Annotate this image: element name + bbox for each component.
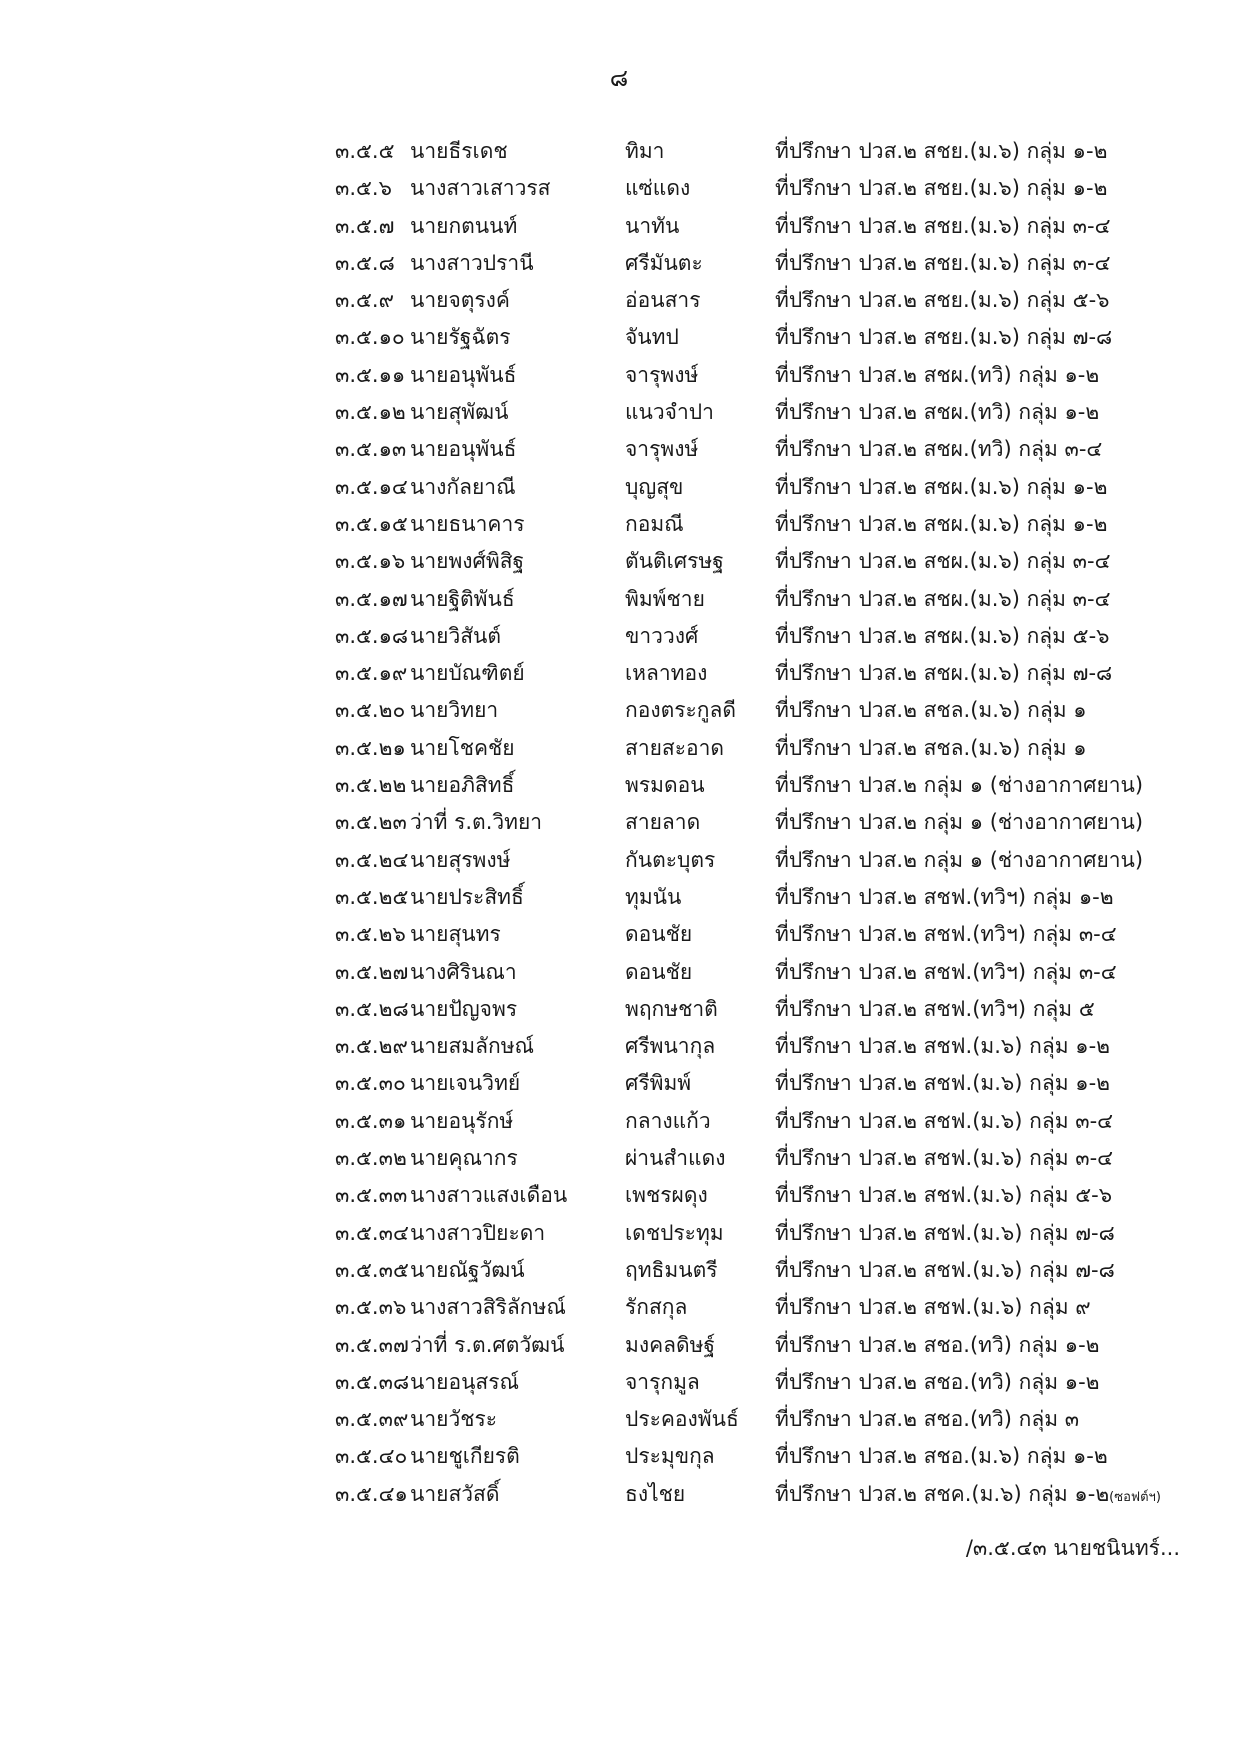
advisor-role: ที่ปรึกษา ปวส.๒ สชฟ.(ม.๖) กลุ่ม ๓-๔ <box>775 1108 1114 1133</box>
item-number: ๓.๕.๒๒ <box>335 773 407 798</box>
item-number: ๓.๕.๑๓ <box>335 437 407 462</box>
person-surname: จารุพงษ์ <box>625 362 699 387</box>
person-name: นายบัณฑิตย์ <box>410 661 525 686</box>
list-item <box>335 394 1215 431</box>
person-surname: สายสะอาด <box>625 735 725 760</box>
advisor-role: ที่ปรึกษา ปวส.๒ สชย.(ม.๖) กลุ่ม ๓-๔ <box>775 213 1111 238</box>
person-surname: แนวจำปา <box>625 400 714 425</box>
advisor-role: ที่ปรึกษา ปวส.๒ สชผ.(ม.๖) กลุ่ม ๓-๔ <box>775 586 1111 611</box>
item-number: ๓.๕.๓๒ <box>335 1146 407 1171</box>
person-name: นายประสิทธิ์ <box>410 884 524 909</box>
item-number: ๓.๕.๑๐ <box>335 325 405 350</box>
person-surname: ประมุขกุล <box>625 1444 715 1469</box>
person-name: นายวัชระ <box>410 1407 498 1432</box>
advisor-role: ที่ปรึกษา ปวส.๒ สชฟ.(ม.๖) กลุ่ม ๙ <box>775 1295 1091 1320</box>
advisor-role: ที่ปรึกษา ปวส.๒ สชอ.(ทวิ) กลุ่ม ๑-๒ <box>775 1332 1100 1357</box>
person-name: นายธนาคาร <box>410 511 525 536</box>
advisor-role: ที่ปรึกษา ปวส.๒ สชย.(ม.๖) กลุ่ม ๗-๘ <box>775 325 1113 350</box>
advisor-role: ที่ปรึกษา ปวส.๒ สชผ.(ม.๖) กลุ่ม ๑-๒ <box>775 474 1108 499</box>
item-number: ๓.๕.๑๘ <box>335 623 409 648</box>
person-name: นายปัญจพร <box>410 996 518 1021</box>
advisor-role: ที่ปรึกษา ปวส.๒ กลุ่ม ๑ (ช่างอากาศยาน) <box>775 810 1144 835</box>
list-item <box>335 1065 1215 1102</box>
person-name: ว่าที่ ร.ต.ศตวัฒน์ <box>410 1332 565 1357</box>
list-item <box>335 357 1215 394</box>
list-item <box>335 170 1215 207</box>
advisor-role: ที่ปรึกษา ปวส.๒ สชย.(ม.๖) กลุ่ม ๓-๔ <box>775 250 1111 275</box>
person-surname: พรมดอน <box>625 773 705 798</box>
advisor-role: ที่ปรึกษา ปวส.๒ สชผ.(ม.๖) กลุ่ม ๓-๔ <box>775 549 1111 574</box>
advisor-role: ที่ปรึกษา ปวส.๒ สชอ.(ม.๖) กลุ่ม ๑-๒ <box>775 1444 1108 1469</box>
list-item <box>335 954 1215 991</box>
item-number: ๓.๕.๒๔ <box>335 847 409 872</box>
person-name: นายสมลักษณ์ <box>410 1034 535 1059</box>
person-name: นายสุรพงษ์ <box>410 847 511 872</box>
person-name: นายสุนทร <box>410 922 501 947</box>
item-number: ๓.๕.๒๕ <box>335 884 409 909</box>
advisor-role: ที่ปรึกษา ปวส.๒ สชฟ.(ม.๖) กลุ่ม ๕-๖ <box>775 1183 1113 1208</box>
advisor-role: ที่ปรึกษา ปวส.๒ สชย.(ม.๖) กลุ่ม ๑-๒ <box>775 176 1108 201</box>
person-surname: กองตระกูลดี <box>625 698 736 723</box>
list-item <box>335 1289 1215 1326</box>
item-number: ๓.๕.๓๓ <box>335 1183 408 1208</box>
list-item <box>335 730 1215 767</box>
item-number: ๓.๕.๓๙ <box>335 1407 409 1432</box>
item-number: ๓.๕.๖ <box>335 176 392 201</box>
item-number: ๓.๕.๑๑ <box>335 362 406 387</box>
person-surname: ประคองพันธ์ <box>625 1407 739 1432</box>
person-name: นายวิทยา <box>410 698 499 723</box>
person-surname: เดชประทุม <box>625 1220 724 1245</box>
person-surname: สายลาด <box>625 810 701 835</box>
item-number: ๓.๕.๔๐ <box>335 1444 408 1469</box>
advisor-list <box>335 133 1215 1513</box>
advisor-role: ที่ปรึกษา ปวส.๒ สชผ.(ม.๖) กลุ่ม ๑-๒ <box>775 511 1108 536</box>
item-number: ๓.๕.๔๑ <box>335 1481 408 1506</box>
person-name: นายพงศ์พิสิฐ <box>410 549 525 574</box>
advisor-role: ที่ปรึกษา ปวส.๒ สชฟ.(ม.๖) กลุ่ม ๗-๘ <box>775 1257 1115 1282</box>
person-surname: พฤกษชาติ <box>625 996 718 1021</box>
person-surname: ผ่านสำแดง <box>625 1146 726 1171</box>
person-surname: จันทป <box>625 325 679 350</box>
list-item <box>335 804 1215 841</box>
person-surname: รักสกุล <box>625 1295 688 1320</box>
list-item <box>335 1215 1215 1252</box>
person-name: นายโชคชัย <box>410 735 515 760</box>
list-item <box>335 1028 1215 1065</box>
advisor-role: ที่ปรึกษา ปวส.๒ สชล.(ม.๖) กลุ่ม ๑ <box>775 698 1087 723</box>
person-name: นายธีรเดช <box>410 139 508 163</box>
item-number: ๓.๕.๑๙ <box>335 661 408 686</box>
advisor-role: ที่ปรึกษา ปวส.๒ สชอ.(ทวิ) กลุ่ม ๓ <box>775 1407 1080 1432</box>
person-surname: เหลาทอง <box>625 661 708 686</box>
item-number: ๓.๕.๑๔ <box>335 474 408 499</box>
list-item <box>335 692 1215 729</box>
list-item <box>335 319 1215 356</box>
page-number: ๘ <box>609 64 629 92</box>
person-surname: ธงไชย <box>625 1481 686 1506</box>
person-surname: ขาววงศ์ <box>625 623 699 648</box>
advisor-role: ที่ปรึกษา ปวส.๒ กลุ่ม ๑ (ช่างอากาศยาน) <box>775 847 1144 872</box>
item-number: ๓.๕.๗ <box>335 213 395 238</box>
item-number: ๓.๕.๒๓ <box>335 810 407 835</box>
person-surname: กอมณี <box>625 511 684 536</box>
person-name: ว่าที่ ร.ต.วิทยา <box>410 810 543 835</box>
item-number: ๓.๕.๒๖ <box>335 922 406 947</box>
list-item <box>335 208 1215 245</box>
item-number: ๓.๕.๒๗ <box>335 959 409 984</box>
person-name: นายณัฐวัฒน์ <box>410 1257 525 1282</box>
item-number: ๓.๕.๓๕ <box>335 1257 409 1282</box>
person-name: นางสาวแสงเดือน <box>410 1183 568 1208</box>
person-name: นายคุณากร <box>410 1146 518 1171</box>
continuation-note: /๓.๕.๔๓ นายชนินทร์... <box>965 1536 1180 1560</box>
list-item <box>335 506 1215 543</box>
list-item <box>335 767 1215 804</box>
advisor-role: ที่ปรึกษา ปวส.๒ สชผ.(ทวิ) กลุ่ม ๑-๒ <box>775 362 1100 387</box>
list-item <box>335 1177 1215 1214</box>
person-surname: เพชรผดุง <box>625 1183 708 1208</box>
person-name: นางสาวสิริลักษณ์ <box>410 1295 566 1320</box>
item-number: ๓.๕.๒๙ <box>335 1034 408 1059</box>
person-surname: แซ่แดง <box>625 176 691 201</box>
role-note: (ซอฟต์ฯ) <box>1109 1489 1161 1505</box>
list-item <box>335 842 1215 879</box>
list-item <box>335 1103 1215 1140</box>
advisor-role-text: ที่ปรึกษา ปวส.๒ สชค.(ม.๖) กลุ่ม ๑-๒ <box>775 1481 1110 1506</box>
person-name: นายวิสันต์ <box>410 623 502 648</box>
person-surname: ศรีพนากุล <box>625 1034 716 1059</box>
person-surname: ศรีมันตะ <box>625 250 703 275</box>
person-name: นายกตนนท์ <box>410 213 518 238</box>
person-surname: จารุกมูล <box>625 1369 700 1394</box>
list-item <box>335 1327 1215 1364</box>
list-item <box>335 879 1215 916</box>
advisor-role: ที่ปรึกษา ปวส.๒ สชฟ.(ม.๖) กลุ่ม ๓-๔ <box>775 1146 1114 1171</box>
person-surname: กันตะบุตร <box>625 847 716 872</box>
advisor-role: ที่ปรึกษา ปวส.๒ สชย.(ม.๖) กลุ่ม ๕-๖ <box>775 288 1110 313</box>
advisor-role: ที่ปรึกษา ปวส.๒ สชผ.(ม.๖) กลุ่ม ๗-๘ <box>775 661 1113 686</box>
person-surname: ตันติเศรษฐ <box>625 549 724 574</box>
person-surname: อ่อนสาร <box>625 288 701 313</box>
list-item <box>335 431 1215 468</box>
person-surname: มงคลดิษฐ์ <box>625 1332 716 1357</box>
list-item <box>335 282 1215 319</box>
item-number: ๓.๕.๑๒ <box>335 400 406 425</box>
advisor-role: ที่ปรึกษา ปวส.๒ สชผ.(ทวิ) กลุ่ม ๓-๔ <box>775 437 1103 462</box>
person-name: นางสาวปิยะดา <box>410 1220 546 1245</box>
person-name: นายชูเกียรติ <box>410 1444 520 1469</box>
person-name: นายอนุพันธ์ <box>410 437 517 462</box>
item-number: ๓.๕.๑๕ <box>335 511 408 536</box>
list-item <box>335 991 1215 1028</box>
list-item <box>335 1401 1215 1438</box>
item-number: ๓.๕.๘ <box>335 250 395 275</box>
item-number: ๓.๕.๑๗ <box>335 586 408 611</box>
list-item <box>335 245 1215 282</box>
advisor-role: ที่ปรึกษา ปวส.๒ สชอ.(ทวิ) กลุ่ม ๑-๒ <box>775 1369 1100 1394</box>
item-number: ๓.๕.๕ <box>335 139 395 163</box>
advisor-role: ที่ปรึกษา ปวส.๒ สชฟ.(ทวิฯ) กลุ่ม ๕ <box>775 996 1095 1021</box>
list-item <box>335 1252 1215 1289</box>
item-number: ๓.๕.๒๐ <box>335 698 406 723</box>
item-number: ๓.๕.๓๗ <box>335 1332 409 1357</box>
item-number: ๓.๕.๒๑ <box>335 735 406 760</box>
person-surname: บุญสุข <box>625 474 684 499</box>
person-name: นายสุพัฒน์ <box>410 400 509 425</box>
advisor-role: ที่ปรึกษา ปวส.๒ สชฟ.(ม.๖) กลุ่ม ๗-๘ <box>775 1220 1115 1245</box>
person-surname: ทุมนัน <box>625 884 682 909</box>
list-item <box>335 916 1215 953</box>
advisor-role: ที่ปรึกษา ปวส.๒ สชฟ.(ม.๖) กลุ่ม ๑-๒ <box>775 1071 1110 1096</box>
list-item <box>335 133 1215 170</box>
person-name: นายอนุสรณ์ <box>410 1369 519 1394</box>
person-name: นายอนุรักษ์ <box>410 1108 514 1133</box>
person-surname: ทิมา <box>625 139 665 163</box>
person-surname: ฤทธิมนตรี <box>625 1257 718 1282</box>
person-surname: กลางแก้ว <box>625 1108 711 1133</box>
advisor-role: ที่ปรึกษา ปวส.๒ สชฟ.(ม.๖) กลุ่ม ๑-๒ <box>775 1034 1110 1059</box>
person-name: นายฐิติพันธ์ <box>410 586 515 611</box>
list-item <box>335 469 1215 506</box>
advisor-role <box>775 1476 1161 1516</box>
person-name: นายจตุรงค์ <box>410 288 510 313</box>
person-name: นายรัฐฉัตร <box>410 325 511 350</box>
person-surname: ดอนชัย <box>625 959 693 984</box>
person-name: นายอนุพันธ์ <box>410 362 517 387</box>
advisor-role: ที่ปรึกษา ปวส.๒ สชฟ.(ทวิฯ) กลุ่ม ๓-๔ <box>775 959 1117 984</box>
list-item <box>335 1476 1215 1513</box>
list-item <box>335 543 1215 580</box>
item-number: ๓.๕.๓๑ <box>335 1108 407 1133</box>
person-name: นางสาวเสาวรส <box>410 176 551 201</box>
item-number: ๓.๕.๓๘ <box>335 1369 410 1394</box>
item-number: ๓.๕.๓๔ <box>335 1220 409 1245</box>
list-item <box>335 1438 1215 1475</box>
person-name: นายอภิสิทธิ์ <box>410 773 515 798</box>
advisor-role: ที่ปรึกษา ปวส.๒ สชล.(ม.๖) กลุ่ม ๑ <box>775 735 1087 760</box>
advisor-role: ที่ปรึกษา ปวส.๒ สชฟ.(ทวิฯ) กลุ่ม ๑-๒ <box>775 884 1114 909</box>
item-number: ๓.๕.๙ <box>335 288 394 313</box>
item-number: ๓.๕.๑๖ <box>335 549 406 574</box>
person-surname: นาทัน <box>625 213 680 238</box>
advisor-role: ที่ปรึกษา ปวส.๒ สชย.(ม.๖) กลุ่ม ๑-๒ <box>775 139 1108 163</box>
advisor-role: ที่ปรึกษา ปวส.๒ สชผ.(ม.๖) กลุ่ม ๕-๖ <box>775 623 1110 648</box>
list-item <box>335 1364 1215 1401</box>
list-item <box>335 618 1215 655</box>
item-number: ๓.๕.๓๐ <box>335 1071 406 1096</box>
person-name: นางสาวปรานี <box>410 250 534 275</box>
person-surname: ศรีพิมพ์ <box>625 1071 692 1096</box>
advisor-role: ที่ปรึกษา ปวส.๒ กลุ่ม ๑ (ช่างอากาศยาน) <box>775 773 1144 798</box>
advisor-role: ที่ปรึกษา ปวส.๒ สชฟ.(ทวิฯ) กลุ่ม ๓-๔ <box>775 922 1117 947</box>
person-surname: จารุพงษ์ <box>625 437 699 462</box>
person-surname: พิมพ์ชาย <box>625 586 705 611</box>
person-name: นางศิรินณา <box>410 959 517 984</box>
person-name: นางกัลยาณี <box>410 474 516 499</box>
list-item <box>335 581 1215 618</box>
person-name: นายเจนวิทย์ <box>410 1071 521 1096</box>
item-number: ๓.๕.๓๖ <box>335 1295 407 1320</box>
item-number: ๓.๕.๒๘ <box>335 996 409 1021</box>
list-item <box>335 655 1215 692</box>
person-name: นายสวัสดิ์ <box>410 1481 500 1506</box>
advisor-role: ที่ปรึกษา ปวส.๒ สชผ.(ทวิ) กลุ่ม ๑-๒ <box>775 400 1100 425</box>
person-surname: ดอนชัย <box>625 922 693 947</box>
list-item <box>335 1140 1215 1177</box>
